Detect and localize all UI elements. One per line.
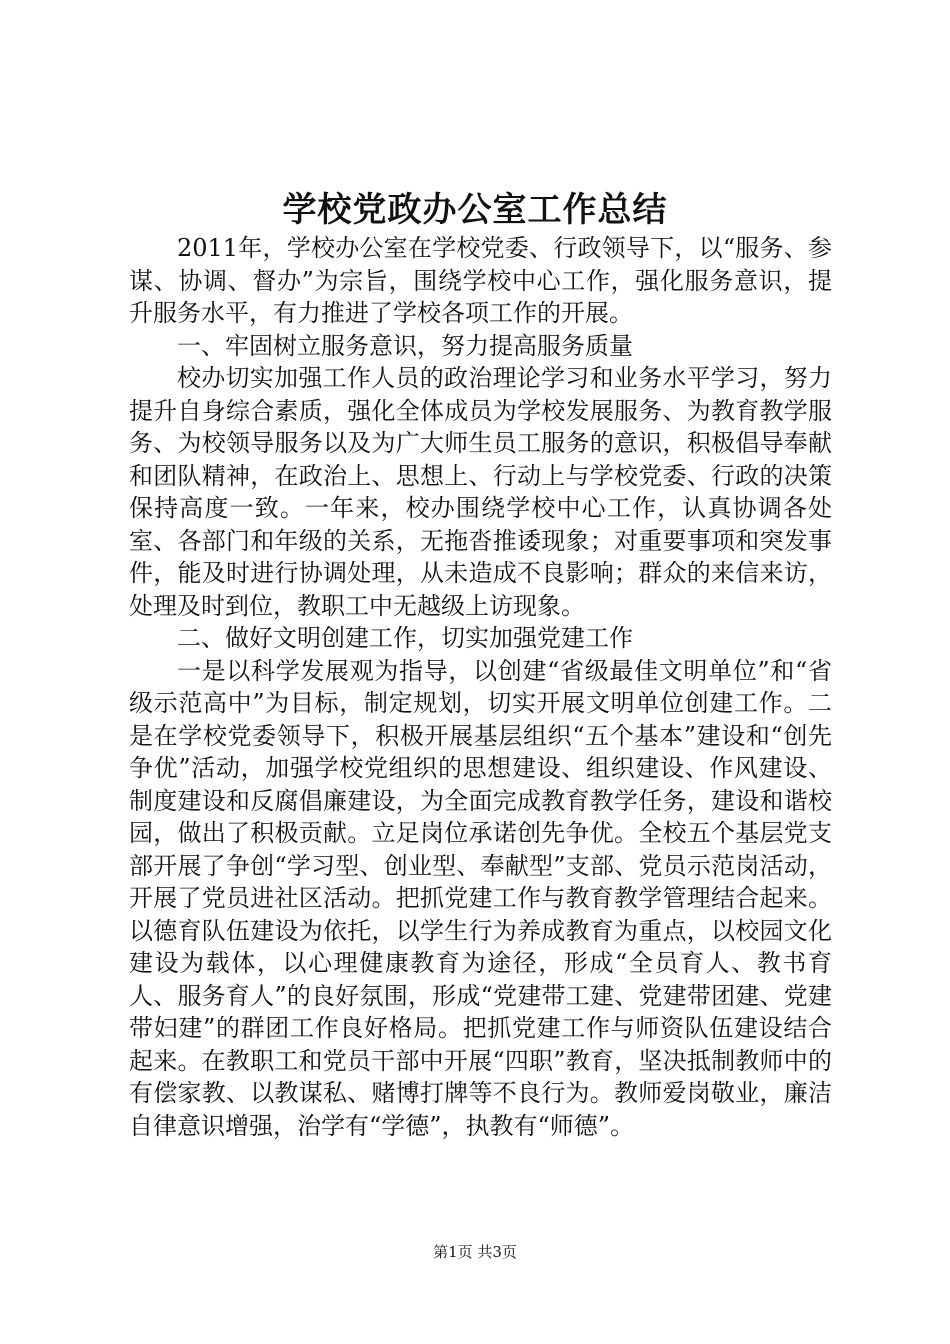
paragraph-section-1: 校办切实加强工作人员的政治理论学习和业务水平学习，努力提升自身综合素质，强化全体成员为学校发展服务、为教育教学服务、为校领导服务以及为广大师生员工服务的意识，积极倡导奉献和团队精神，在政治上、思想上、行动上与学校党委、行政的决策保持高度一致。一年来，校办围绕学校中心工作，认真协调各处室、各部门和年级的关系，无拖沓推诿现象；对重要事项和突发事件，能及时进行协调处理，从未造成不良影响；群众的来信来访，处理及时到位，教职工中无越级上访现象。 bbox=[129, 364, 832, 620]
paragraph-section-2: 一是以科学发展观为指导，以创建“省级最佳文明单位”和“省级示范高中”为目标，制定规划，切实开展文明单位创建工作。二是在学校党委领导下，积极开展基层组织“五个基本”建设和“创先争优”活动，加强学校党组织的思想建设、组织建设、作风建设、制度建设和反腐倡廉建设，为全面完成教育教学任务，建设和谐校园，做出了积极贡献。立足岗位承诺创先争优。全校五个基层党支部开展了争创“学习型、创业型、奉献型”支部、党员示范岗活动，开展了党员进社区活动。把抓党建工作与教育教学管理结合起来。以德育队伍建设为依托，以学生行为养成教育为重点，以校园文化建设为载体，以心理健康教育为途径，形成“全员育人、教书育人、服务育人”的良好氛围，形成“党建带工建、党建带团建、党建带妇建”的群团工作良好格局。把抓党建工作与师资队伍建设结合起来。在教职工和党员干部中开展“四职”教育，坚决抵制教师中的有偿家教、以教谋私、赌博打牌等不良行为。教师爱岗敬业，廉洁自律意识增强，治学有“学德”，执教有“师德”。 bbox=[129, 656, 832, 1140]
paragraph-intro: 2011年，学校办公室在学校党委、行政领导下，以“服务、参谋、协调、督办”为宗旨，围绕学校中心工作，强化服务意识，提升服务水平，有力推进了学校各项工作的开展。 bbox=[129, 234, 832, 327]
document-title: 学校党政办公室工作总结 bbox=[282, 190, 668, 230]
document-body bbox=[129, 232, 832, 1142]
section-heading-2: 二、做好文明创建工作，切实加强党建工作 bbox=[177, 624, 633, 652]
section-heading-1: 一、牢固树立服务意识，努力提高服务质量 bbox=[177, 331, 633, 360]
page-number-footer: 第1页 共3页 bbox=[433, 1243, 517, 1261]
